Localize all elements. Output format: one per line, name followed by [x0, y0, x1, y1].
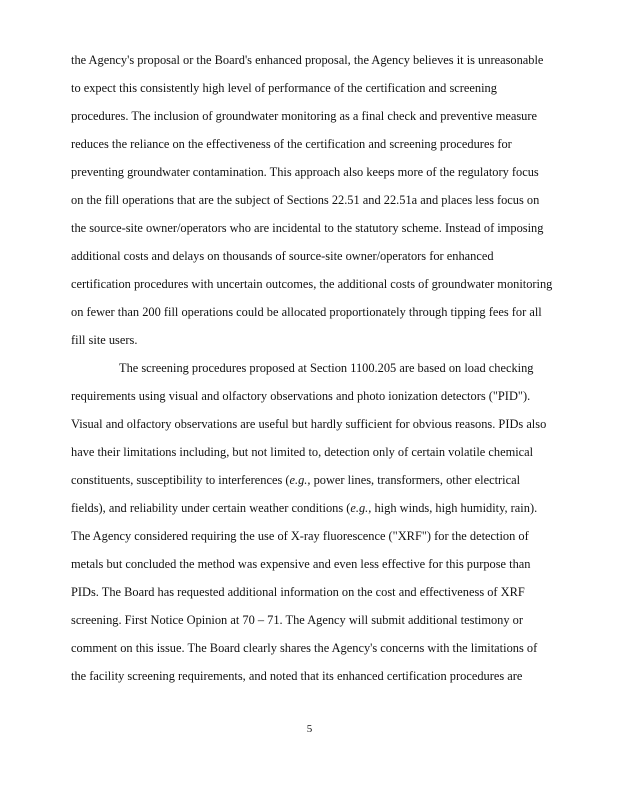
text-segment: power lines, transformers, other electrical	[310, 473, 521, 487]
text-line: metals but concluded the method was expensive and even less effective for this purpose than	[71, 557, 531, 571]
text-line: to expect this consistently high level of performance of the certification and screening	[71, 81, 497, 95]
text-line: the source-site owner/operators who are incidental to the statutory scheme. Instead of imposing	[71, 221, 544, 235]
text-line: preventing groundwater contamination. This approach also keeps more of the regulatory focus	[71, 165, 539, 179]
text-line: additional costs and delays on thousands of source-site owner/operators for enhanced	[71, 249, 494, 263]
text-line: requirements using visual and olfactory observations and photo ionization detectors ("PID").	[71, 389, 531, 403]
text-line: The Agency considered requiring the use of X-ray fluorescence ("XRF") for the detection of	[71, 529, 529, 543]
page-number: 5	[306, 723, 313, 735]
text-line: have their limitations including, but not limited to, detection only of certain volatile chemical	[71, 445, 534, 459]
text-segment: fields), and reliability under certain weather conditions (	[71, 501, 351, 515]
text-line	[71, 501, 537, 515]
italic-eg: e.g.,	[289, 473, 311, 487]
text-segment: constituents, susceptibility to interferences (	[71, 473, 290, 487]
text-line: screening. First Notice Opinion at 70 – 71. The Agency will submit additional testimony or	[71, 613, 523, 627]
text-line: the facility screening requirements, and noted that its enhanced certification procedures are	[71, 669, 523, 683]
text-line: on the fill operations that are the subject of Sections 22.51 and 22.51a and places less focus on	[71, 193, 540, 207]
text-line: Visual and olfactory observations are useful but hardly sufficient for obvious reasons. PIDs also	[71, 417, 547, 431]
italic-eg: e.g.,	[350, 501, 372, 515]
text-line: procedures. The inclusion of groundwater monitoring as a final check and preventive measure	[71, 109, 537, 123]
text-line: fill site users.	[71, 333, 138, 347]
text-line: PIDs. The Board has requested additional information on the cost and effectiveness of XRF	[71, 585, 525, 599]
text-line: the Agency's proposal or the Board's enhanced proposal, the Agency believes it is unreasonable	[71, 53, 544, 67]
text-line: comment on this issue. The Board clearly shares the Agency's concerns with the limitations of	[71, 641, 538, 655]
text-line: The screening procedures proposed at Section 1100.205 are based on load checking	[119, 361, 534, 375]
text-line: certification procedures with uncertain outcomes, the additional costs of groundwater monitoring	[71, 277, 553, 291]
text-line: reduces the reliance on the effectiveness of the certification and screening procedures for	[71, 137, 512, 151]
text-line	[71, 473, 520, 487]
text-line: on fewer than 200 fill operations could be allocated proportionately through tipping fees for all	[71, 305, 542, 319]
text-segment: high winds, high humidity, rain).	[371, 501, 538, 515]
